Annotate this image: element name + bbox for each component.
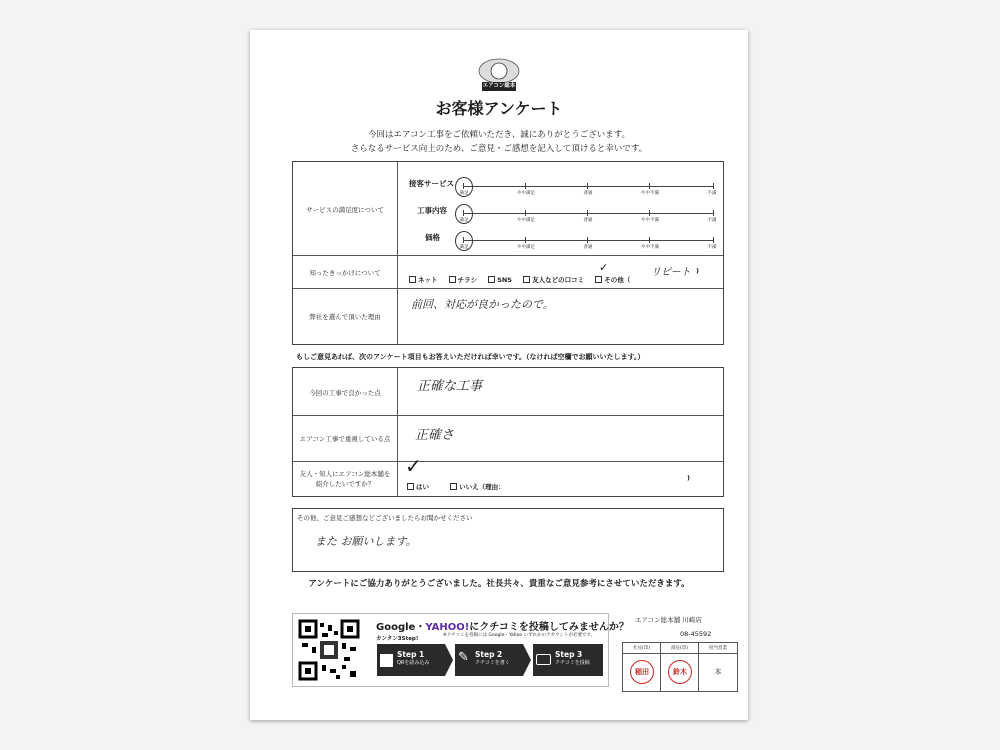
source-option-flyer[interactable]: チラシ <box>449 276 478 284</box>
arrow-icon <box>523 644 531 676</box>
keyboard-icon <box>536 654 551 665</box>
arrow-icon <box>445 644 453 676</box>
logo-text: エアコン総本舗 <box>482 83 516 98</box>
thanks-message: アンケートにご協力ありがとうございました。社長共々、貴重なご意見参考にさせていただきます。 <box>308 579 690 589</box>
qr-code-icon <box>298 619 360 681</box>
scale-label: 普通 <box>583 245 593 250</box>
satisfaction-item-price: 価格 <box>425 233 440 242</box>
important-answer: 正確さ <box>415 428 455 443</box>
approval-header-manager: 部長(印) <box>670 646 688 651</box>
scale-label: やや不満 <box>641 191 659 196</box>
scale-label: 満足 <box>459 245 469 250</box>
satisfaction-item-customer-service: 接客サービス <box>409 179 454 188</box>
additional-table <box>292 367 724 497</box>
comments-box <box>292 508 724 572</box>
referral-label-1: 友人・知人にエアコン総本舗を <box>299 470 391 478</box>
selected-circle <box>455 231 473 251</box>
good-points-answer: 正確な工事 <box>417 379 483 394</box>
scale-label: 満足 <box>459 191 469 196</box>
approval-header-president: 社長(印) <box>632 646 650 651</box>
comments-answer: また お願いします。 <box>315 535 417 548</box>
scale-label: 不満 <box>707 245 717 250</box>
yahoo-logo: YAHOO! <box>425 622 470 633</box>
survey-sheet <box>250 30 748 720</box>
intro-line-2: さらなるサービス向上のため、ご意見・ご感想を記入して頂けると幸いです。 <box>350 144 648 154</box>
reason-answer: 前回、対応が良かったので。 <box>411 298 554 311</box>
additional-note: もしご意見あれば、次のアンケート項目もお答えいただければ幸いです。（なければ空欄でお願いいたします。） <box>296 353 645 361</box>
manager-seal: 鈴木 <box>668 660 692 684</box>
review-banner <box>292 613 629 687</box>
scale-label: 不満 <box>707 191 717 196</box>
referral-options <box>407 474 511 493</box>
satisfaction-item-work: 工事内容 <box>417 206 447 215</box>
step-2: ✎ Step 2 クチコミを書く <box>455 644 523 676</box>
president-seal: 稲田 <box>630 660 654 684</box>
store-code: 08-45592 <box>680 630 712 638</box>
scale-label: やや満足 <box>517 191 535 196</box>
comments-label: その他、ご意見ご感想などございましたらお聞かせください <box>297 514 473 522</box>
step-3: Step 3 クチコミを投稿 <box>533 644 603 676</box>
banner-subnote: ※クチコミを投稿には Google・Yahoo いずれかのアカウントが必要です。 <box>443 633 596 638</box>
source-option-net[interactable]: ネット <box>409 276 438 284</box>
pencil-icon: ✎ <box>458 650 469 665</box>
referral-close-paren: ) <box>687 474 690 482</box>
source-close-paren: ) <box>696 267 699 275</box>
satisfaction-label: サービスの満足度について <box>306 206 384 214</box>
step-1: Step 1 QRを読み込み <box>377 644 445 676</box>
scale-label: 満足 <box>459 218 469 223</box>
selected-circle <box>455 204 473 224</box>
checkmark-icon: ✓ <box>405 454 422 478</box>
intro-line-1: 今回はエアコン工事をご依頼いただき、誠にありがとうございます。 <box>367 130 631 140</box>
source-option-word-of-mouth[interactable]: 友人などの口コミ <box>523 276 584 284</box>
referral-label-2: 紹介したいですか？ <box>315 480 375 488</box>
steps-label: カンタン3Step! <box>376 636 419 642</box>
referral-yes[interactable]: はい <box>407 483 429 491</box>
store-name: エアコン総本舗 川崎店 <box>635 616 702 624</box>
referral-no[interactable]: いいえ（理由： <box>450 483 505 491</box>
reason-label: 弊社を選んで頂いた理由 <box>309 313 381 321</box>
important-label: エアコン工事で重視している点 <box>299 435 391 443</box>
scale-label: 普通 <box>583 191 593 196</box>
source-option-sns[interactable]: SNS <box>488 276 512 284</box>
qr-small-icon <box>380 654 393 667</box>
approval-header-sales: 担当営業 <box>709 646 727 651</box>
good-points-label: 今回の工事で良かった点 <box>309 389 381 397</box>
qr-code[interactable] <box>298 619 360 681</box>
source-other-text: リピート <box>651 267 691 278</box>
scale-label: やや不満 <box>641 218 659 223</box>
banner-headline: Google・YAHOO!にクチコミを投稿してみませんか？ <box>376 622 629 633</box>
source-label: 知ったきっかけについて <box>309 269 381 277</box>
satisfaction-table <box>292 161 724 345</box>
scale-label: やや満足 <box>517 245 535 250</box>
scale-label: 普通 <box>583 218 593 223</box>
approval-table <box>622 642 738 692</box>
company-logo <box>474 57 524 98</box>
scale-label: やや満足 <box>517 218 535 223</box>
scale-label: 不満 <box>707 218 717 223</box>
selected-circle <box>455 177 473 197</box>
source-option-other[interactable]: その他（ <box>595 276 630 284</box>
checkmark-icon: ✓ <box>599 261 609 274</box>
scale-label: やや不満 <box>641 245 659 250</box>
page-title: お客様アンケート <box>435 99 563 118</box>
sales-rep: 本 <box>714 668 722 676</box>
